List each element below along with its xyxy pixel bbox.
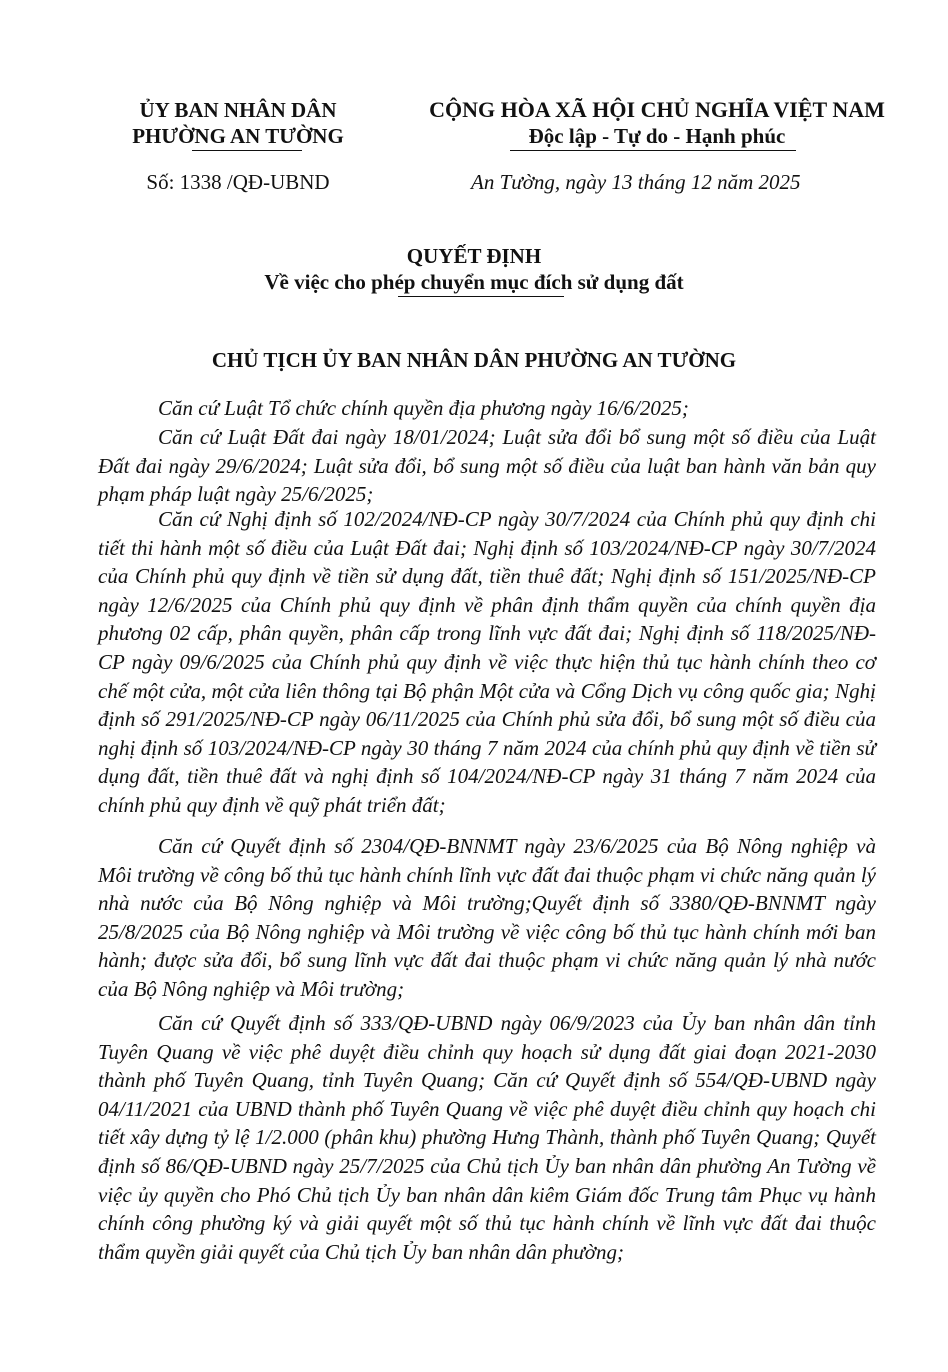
national-motto: Độc lập - Tự do - Hạnh phúc — [528, 124, 786, 148]
preamble-paragraph — [98, 394, 876, 423]
document-date: An Tường, ngày 13 tháng 12 năm 2025 — [471, 170, 801, 194]
issuing-authority: ỦY BAN NHÂN DÂN — [139, 98, 337, 122]
left-header-underline — [192, 150, 302, 151]
national-title: CỘNG HÒA XÃ HỘI CHỦ NGHĨA VIỆT NAM — [429, 97, 885, 122]
preamble-paragraph — [98, 832, 876, 1004]
preamble-paragraph — [98, 505, 876, 820]
preamble-text: Căn cứ Luật Tổ chức chính quyền địa phương ngày 16/6/2025; — [158, 396, 689, 420]
preamble-paragraph — [98, 1009, 876, 1266]
title-underline — [398, 296, 564, 297]
preamble-text: Căn cứ Quyết định số 333/QĐ-UBND ngày 06/9/2023 của Ủy ban nhân dân tỉnh Tuyên Quang về việc phê duyệt điều chỉnh quy hoạch sử dụng đất giai đoạn 2021-2030 thành phố Tuyên Quang, tỉnh Tuyên Quang; Căn cứ Quyết định số 554/QĐ-UBND ngày 04/11/2021 của UBND thành phố Tuyên Quang về việc phê duyệt điều chỉnh quy hoạch chi tiết xây dựng tỷ lệ 1/2.000 (phân khu) phường Hưng Thành, thành phố Tuyên Quang; Quyết định số 86/QĐ-UBND ngày 25/7/2025 của Chủ tịch Ủy ban nhân dân phường An Tường về việc ủy quyền cho Phó Chủ tịch Ủy ban nhân dân kiêm Giám đốc Trung tâm Phục vụ hành chính công phường ký và giải quyết một số thủ tục hành chính về lĩnh vực đất đai thuộc thẩm quyền giải quyết của Chủ tịch Ủy ban nhân dân phường; — [98, 1011, 876, 1264]
document-title: QUYẾT ĐỊNH — [406, 244, 542, 268]
issuing-unit: PHƯỜNG AN TƯỜNG — [132, 124, 344, 148]
right-header-underline — [510, 150, 796, 151]
document-subject: Về việc cho phép chuyển mục đích sử dụng đất — [264, 270, 684, 294]
preamble-text: Căn cứ Luật Đất đai ngày 18/01/2024; Luật sửa đổi bổ sung một số điều của Luật Đất đai ngày 29/6/2024; Luật sửa đổi, bổ sung một số điều của luật ban hành văn bản quy phạm pháp luật ngày 25/6/2025; — [98, 425, 876, 507]
preamble-text: Căn cứ Quyết định số 2304/QĐ-BNNMT ngày 23/6/2025 của Bộ Nông nghiệp và Môi trường về công bố thủ tục hành chính lĩnh vực đất đai thuộc phạm vi chức năng quản lý nhà nước của Bộ Nông nghiệp và Môi trường;Quyết định số 3380/QĐ-BNNMT ngày 25/8/2025 của Bộ Nông nghiệp và Môi trường về việc công bố thủ tục hành chính mới ban hành; được sửa đổi, bổ sung lĩnh vực đất đai thuộc phạm vi chức năng quản lý nhà nước của Bộ Nông nghiệp và Môi trường; — [98, 834, 876, 1001]
preamble-paragraph — [98, 423, 876, 509]
preamble-text: Căn cứ Nghị định số 102/2024/NĐ-CP ngày 30/7/2024 của Chính phủ quy định chi tiết thi hành một số điều của Luật Đất đai; Nghị định số 103/2024/NĐ-CP ngày 30/7/2024 của Chính phủ quy định về tiền sử dụng đất, tiền thuê đất; Nghị định số 151/2025/NĐ-CP ngày 12/6/2025 của Chính phủ quy định về phân định thẩm quyền của chính quyền địa phương 02 cấp, phân quyền, phân cấp trong lĩnh vực đất đai; Nghị định số 118/2025/NĐ-CP ngày 09/6/2025 của Chính phủ quy định về việc thực hiện thủ tục hành chính theo cơ chế một cửa, một cửa liên thông tại Bộ phận Một cửa và Cổng Dịch vụ công quốc gia; Nghị định số 291/2025/NĐ-CP ngày 06/11/2025 của Chính phủ sửa đổi, bổ sung một số điều của nghị định số 103/2024/NĐ-CP ngày 30 tháng 7 năm 2024 của chính phủ quy định về tiền sử dụng đất, tiền thuê đất và nghị định số 104/2024/NĐ-CP ngày 31 tháng 7 năm 2024 của chính phủ quy định về quỹ phát triển đất; — [98, 507, 876, 817]
signing-authority: CHỦ TỊCH ỦY BAN NHÂN DÂN PHƯỜNG AN TƯỜNG — [211, 348, 737, 372]
document-number: Số: 1338 /QĐ-UBND — [146, 170, 330, 194]
